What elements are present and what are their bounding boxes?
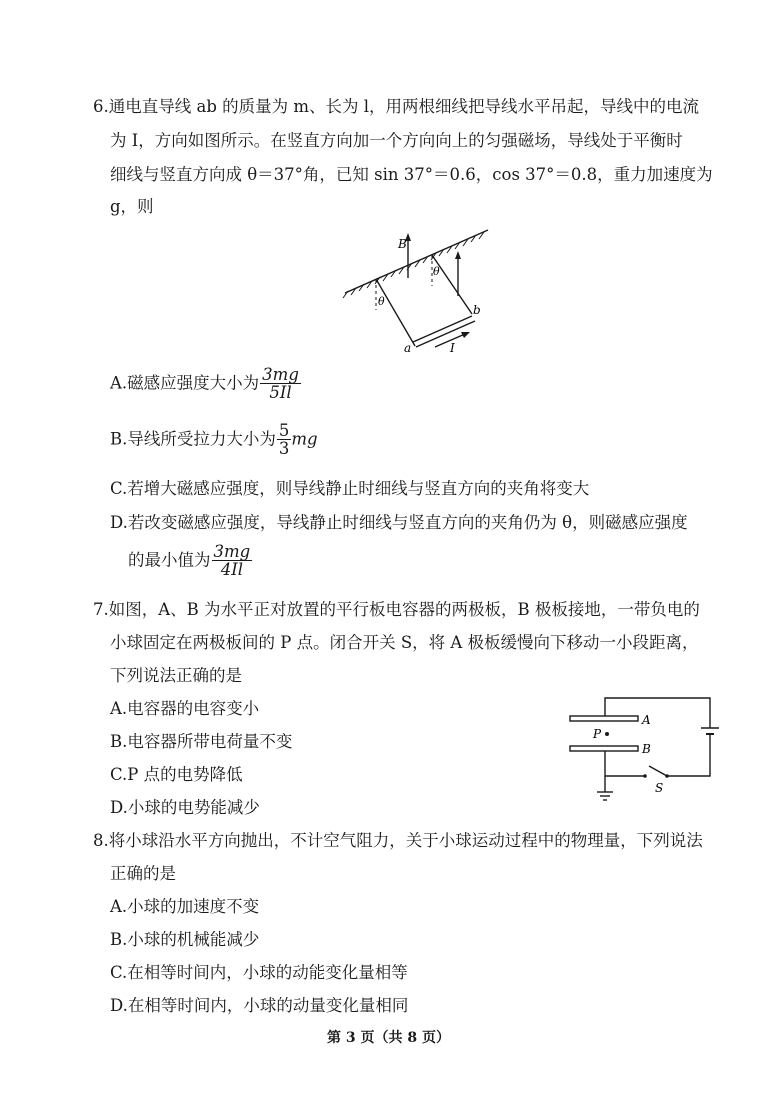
q6-option-b-numerator: 5: [278, 421, 290, 440]
q6-option-a-text: A.磁感应强度大小为: [110, 373, 260, 393]
right-string: [432, 255, 472, 314]
q7-stem-line-1: 7.如图，A、B 为水平正对放置的平行板电容器的两极板，B 极板接地，一带负电的: [93, 600, 700, 619]
q6-option-d-text: 的最小值为: [128, 550, 211, 570]
q7-circuit-figure: [565, 694, 715, 806]
q7-option-b: B.电容器所带电荷量不变: [110, 732, 293, 751]
q6-option-b-text: B.导线所受拉力大小为: [110, 429, 276, 449]
q8-stem-line-2: 正确的是: [110, 864, 176, 883]
q6-stem-line-1: 6.通电直导线 ab 的质量为 m、长为 l，用两根细线把导线水平吊起，导线中的电流: [93, 97, 700, 116]
label-plate-a: A: [642, 713, 651, 727]
q6-option-d-denominator: 4Il: [220, 560, 243, 580]
q6-stem-line-4: g，则: [110, 197, 154, 216]
q6-option-b-tail: mg: [291, 429, 318, 449]
q6-option-c: C.若增大磁感应强度，则导线静止时细线与竖直方向的夹角将变大: [110, 479, 590, 498]
q7-option-a: A.电容器的电容变小: [110, 699, 260, 718]
ceiling-line: [345, 230, 488, 293]
label-theta-left: θ: [378, 295, 385, 308]
q8-stem-line-1: 8.将小球沿水平方向抛出，不计空气阻力，关于小球运动过程中的物理量，下列说法: [93, 831, 703, 850]
q6-option-d-line-1: D.若改变磁感应强度，导线静止时细线与竖直方向的夹角仍为 θ，则磁感应强度: [110, 513, 688, 532]
q6-option-d-fraction: [212, 543, 253, 579]
q6-option-b: [110, 422, 318, 458]
page-footer: 第 3 页（共 8 页）: [327, 1030, 450, 1046]
q6-stem-line-2: 为 I，方向如图所示。在竖直方向加一个方向向上的匀强磁场，导线处于平衡时: [110, 131, 683, 150]
label-switch-s: S: [655, 781, 664, 795]
q6-figure: [340, 228, 490, 358]
q7-stem-line-3: 下列说法正确的是: [110, 666, 242, 685]
q7-option-c: C.P 点的电势降低: [110, 765, 243, 784]
label-a: a: [404, 341, 412, 355]
point-p-dot: [605, 732, 609, 736]
left-string: [376, 279, 415, 346]
label-theta-right: θ: [433, 265, 440, 278]
plate-b: [570, 746, 638, 751]
q7-stem-line-2: 小球固定在两极板间的 P 点。闭合开关 S，将 A 极板缓慢向下移动一小段距离，: [110, 633, 699, 652]
q6-option-a-numerator: 3mg: [262, 365, 299, 384]
plate-a: [570, 716, 638, 721]
q6-option-b-denominator: 3: [278, 439, 290, 459]
label-I: I: [450, 341, 455, 355]
q6-option-b-fraction: [277, 422, 292, 458]
label-plate-b: B: [642, 742, 651, 756]
q6-option-d-line-2: [128, 543, 252, 579]
q6-option-d-numerator: 3mg: [213, 542, 251, 561]
q6-stem-line-3: 细线与竖直方向成 θ＝37°角，已知 sin 37°＝0.6，cos 37°＝0.8，重力加速度为: [110, 165, 713, 184]
q8-option-b: B.小球的机械能减少: [110, 930, 260, 949]
label-point-p: P: [593, 727, 602, 741]
q8-option-a: A.小球的加速度不变: [110, 897, 260, 916]
label-b: b: [473, 303, 481, 317]
q7-option-d: D.小球的电势能减少: [110, 798, 260, 817]
label-B: B: [398, 237, 407, 251]
q8-option-c: C.在相等时间内，小球的动能变化量相等: [110, 963, 408, 982]
q6-option-a-denominator: 5Il: [269, 383, 292, 403]
q6-option-a-fraction: [260, 366, 301, 402]
q8-option-d: D.在相等时间内，小球的动量变化量相同: [110, 996, 409, 1015]
q6-option-a: [110, 366, 301, 402]
